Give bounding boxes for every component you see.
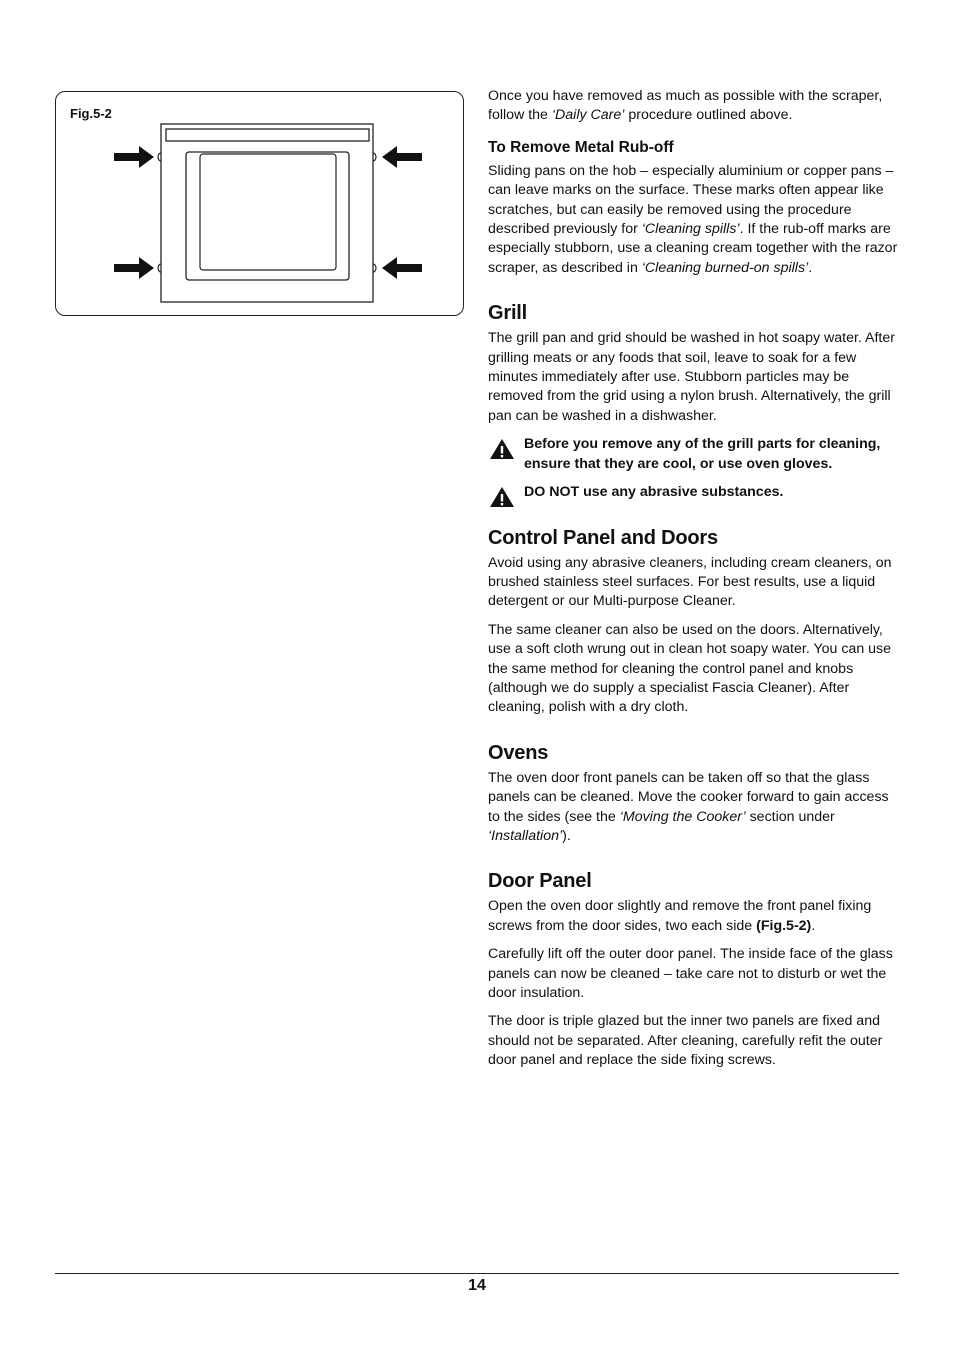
page-number: 14 [468, 1277, 486, 1294]
door-paragraph-2: Carefully lift off the outer door panel. The inside face of the glass panels can now be cleaned – take care not to disturb or wet the door insulation. [488, 946, 893, 1001]
figure-label: Fig.5-2 [70, 106, 112, 121]
arrow-left-icon [382, 146, 422, 168]
footer-divider [55, 1273, 899, 1274]
grill-heading: Grill [488, 302, 528, 325]
warning-icon [489, 486, 515, 508]
control-paragraph-1: Avoid using any abrasive cleaners, including cream cleaners, on brushed stainless steel surfaces. For best results, use a liquid detergent or our Multi-purpose Cleaner. [488, 554, 892, 610]
door-paragraph-3: The door is triple glazed but the inner two panels are fixed and should not be separated. After cleaning, carefully refit the outer door panel and replace the side fixing screws. [488, 1013, 883, 1069]
ovens-paragraph: The oven door front panels can be taken off so that the glass panels can be cleaned. Move the cooker forward to gain access to the sides (see the ‘Moving the Cooker’ section under ‘Installation’). [488, 769, 889, 844]
ovens-heading: Ovens [488, 741, 549, 764]
control-panel-heading: Control Panel and Doors [488, 526, 718, 549]
warning-no-abrasive: DO NOT use any abrasive substances. [488, 483, 903, 502]
control-paragraph-2: The same cleaner can also be used on the doors. Alternatively, use a soft cloth wrung out in clean hot soapy water. You can use the same method for cleaning the control panel and knobs (although we do supply a specialist Fascia Cleaner). After cleaning, polish with a dry cloth. [488, 621, 892, 716]
arrow-left-icon [382, 257, 422, 279]
metal-rub-off-paragraph: Sliding pans on the hob – especially aluminium or copper pans – can leave marks on the surface. These marks often appear like scratches, but can easily be removed using the procedure described previously for ‘Cleaning spills’. If the rub-off marks are especially stubborn, use a cleaning cream together with the razor scraper, as described in ‘Cleaning burned-on spills’. [488, 162, 898, 276]
door-paragraph-1: Open the oven door slightly and remove the front panel fixing screws from the door sides, two each side (Fig.5-2). [488, 898, 872, 934]
intro-paragraph: Once you have removed as much as possible with the scraper, follow the ‘Daily Care’ procedure outlined above. [488, 88, 883, 124]
door-panel-heading: Door Panel [488, 870, 592, 893]
door-handle-strip [166, 129, 369, 141]
warning-grill-cool: Before you remove any of the grill parts for cleaning, ensure that they are cool, or use oven gloves. [488, 435, 903, 474]
oven-door-icon [56, 92, 465, 317]
arrow-right-icon [114, 257, 154, 279]
arrow-right-icon [114, 146, 154, 168]
metal-rub-off-heading: To Remove Metal Rub-off [488, 138, 674, 156]
grill-paragraph: The grill pan and grid should be washed in hot soapy water. After grilling meats or any foods that soil, leave to soak for a few minutes immediately after use. Stubborn particles may be removed from the grid using a nylon brush. Alternatively, the grill pan can be washed in a dishwasher. [488, 330, 895, 424]
warning-icon [489, 438, 515, 460]
door-window-inner [200, 154, 336, 270]
content-column [488, 87, 903, 1080]
figure-5-2 [55, 91, 464, 316]
